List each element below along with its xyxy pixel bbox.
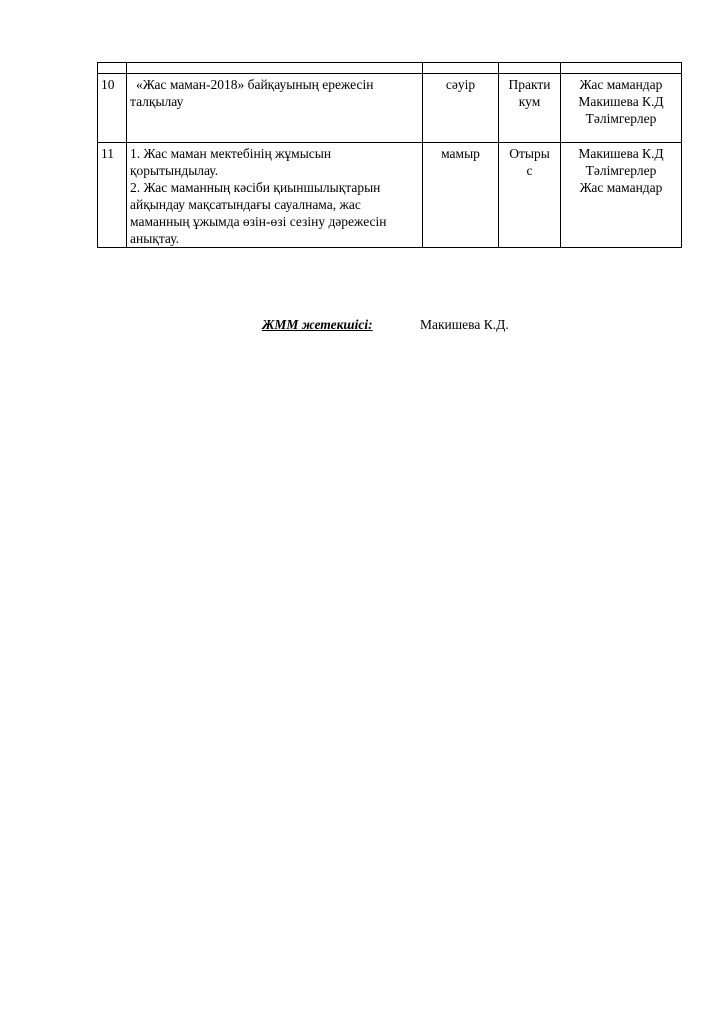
table-row — [98, 74, 682, 143]
topic-line: талқылау — [130, 94, 184, 109]
row-date: мамыр — [423, 143, 499, 248]
row-form — [499, 143, 561, 248]
responsible-line: Макишева К.Д — [578, 146, 664, 161]
signature-name: Макишева К.Д. — [420, 317, 509, 332]
table-cell — [499, 63, 561, 74]
table-cell — [98, 63, 127, 74]
topic-line: «Жас маман-2018» байқауының ережесін — [136, 77, 374, 92]
table-top-row — [98, 63, 682, 74]
row-number: 10 — [98, 74, 127, 143]
form-line: Практи — [508, 77, 551, 92]
row-date: сәуір — [423, 74, 499, 143]
form-line: с — [526, 163, 533, 178]
plan-table — [97, 62, 682, 248]
topic-line: маманның ұжымда өзін-өзі сезіну дәрежесін — [130, 214, 387, 229]
topic-line: 2. Жас маманның кәсіби қиыншылықтарын — [130, 180, 381, 195]
row-topic — [127, 74, 423, 143]
topic-line: қорытындылау. — [130, 163, 219, 178]
topic-line: айқындау мақсатындағы сауалнама, жас — [130, 197, 361, 212]
table-cell — [423, 63, 499, 74]
signature-title: ЖММ жетекшісі: — [262, 317, 373, 332]
responsible-line: Тәлімгерлер — [585, 163, 657, 178]
topic-line: анықтау. — [130, 231, 179, 246]
row-responsible — [561, 143, 682, 248]
row-responsible — [561, 74, 682, 143]
table-cell — [561, 63, 682, 74]
table-row — [98, 143, 682, 248]
topic-line: 1. Жас маман мектебінің жұмысын — [130, 146, 332, 161]
form-line: кум — [518, 94, 541, 109]
row-form — [499, 74, 561, 143]
row-topic — [127, 143, 423, 248]
row-number: 11 — [98, 143, 127, 248]
responsible-line: Макишева К.Д — [578, 94, 664, 109]
responsible-line: Жас мамандар — [579, 180, 663, 195]
form-line: Отыры — [509, 146, 550, 161]
responsible-line: Жас мамандар — [579, 77, 663, 92]
table-cell — [127, 63, 423, 74]
responsible-line: Тәлімгерлер — [585, 111, 657, 126]
